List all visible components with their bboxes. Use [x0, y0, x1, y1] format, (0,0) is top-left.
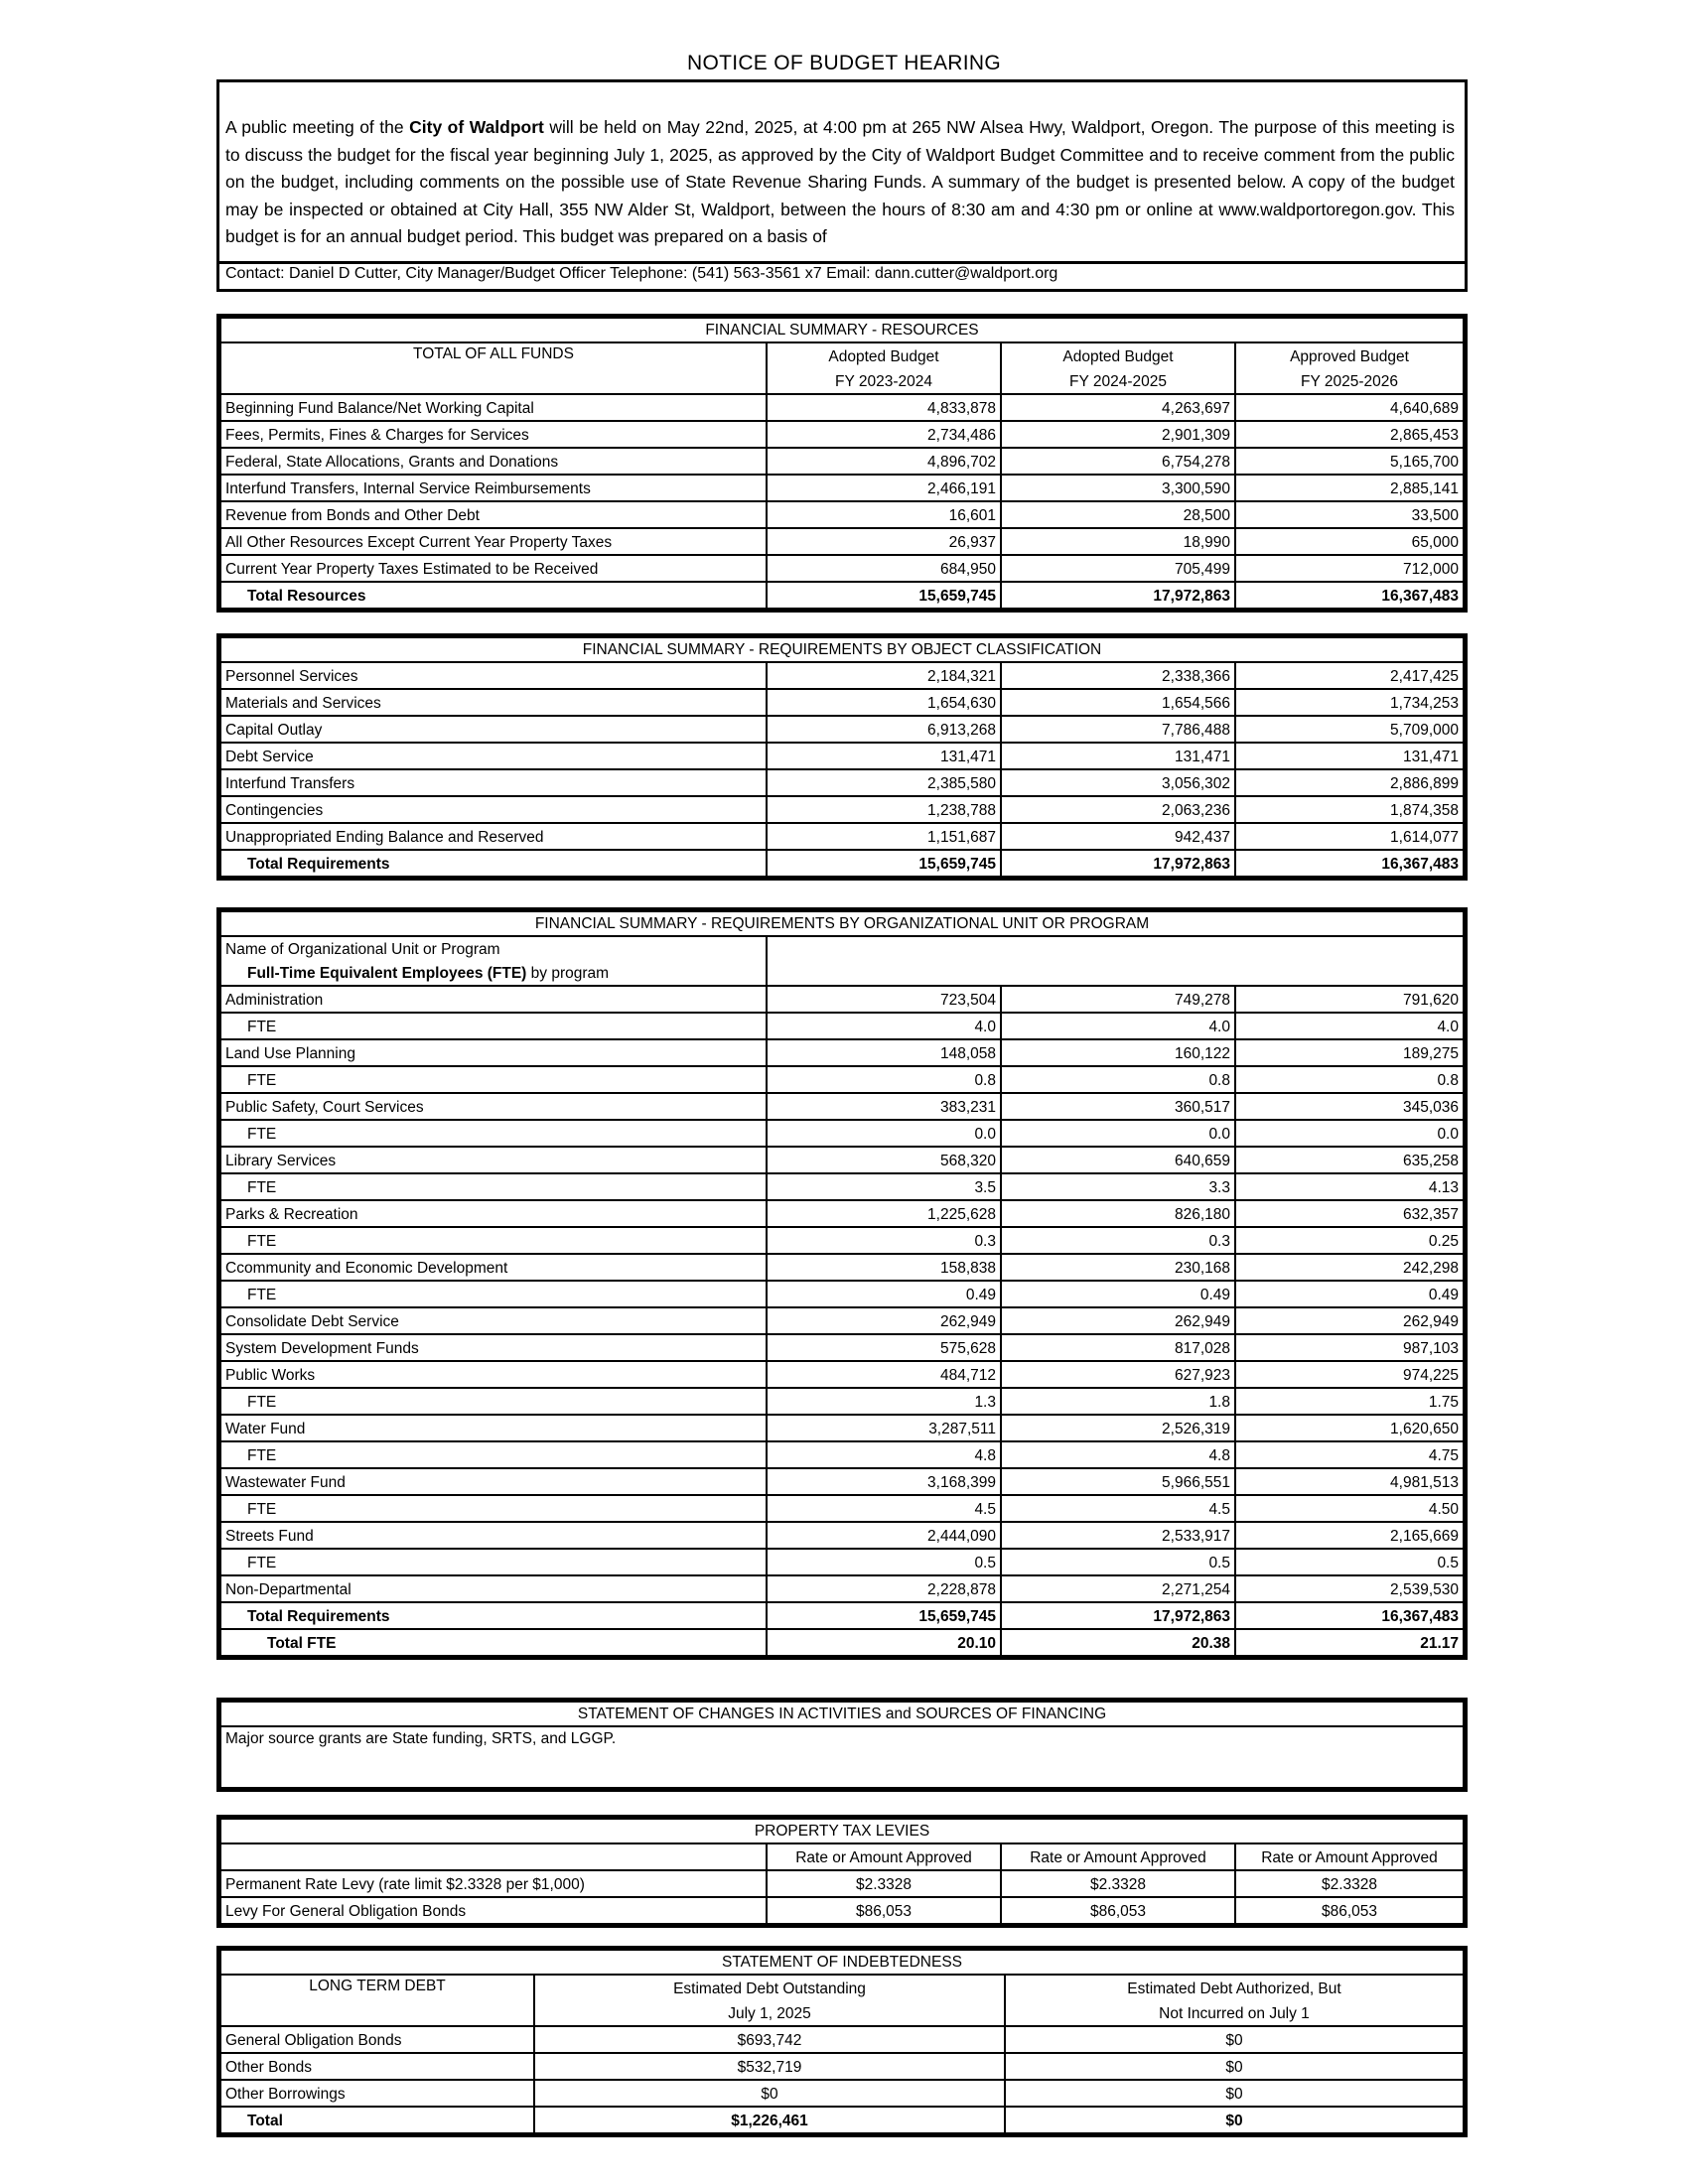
debt-outstanding: $532,719 — [534, 2053, 1005, 2080]
value-fy2025: 131,471 — [1235, 743, 1464, 769]
value-fy2023: 2,385,580 — [767, 769, 1001, 796]
fte-fy2024: 0.3 — [1001, 1227, 1235, 1254]
value-fy2023: 575,628 — [767, 1334, 1001, 1361]
fte-header-suffix: by program — [526, 965, 610, 982]
fte-label: FTE — [220, 1227, 767, 1254]
row-label: Capital Outlay — [220, 716, 767, 743]
total-fte-row — [220, 1629, 1464, 1656]
value-fy2023: 4,896,702 — [767, 448, 1001, 475]
object-classification-table — [216, 633, 1468, 881]
program-row — [220, 1039, 1464, 1066]
program-row — [220, 1147, 1464, 1173]
table-row — [220, 796, 1464, 823]
city-name: City of Waldport — [409, 117, 544, 137]
value-fy2024: 2,338,366 — [1001, 662, 1235, 689]
value-fy2025: 1,620,650 — [1235, 1415, 1464, 1441]
value-fy2024: 6,754,278 — [1001, 448, 1235, 475]
row-label: Interfund Transfers — [220, 769, 767, 796]
levy-label: Permanent Rate Levy (rate limit $2.3328 per $1,000) — [220, 1870, 767, 1897]
value-fy2024: 262,949 — [1001, 1307, 1235, 1334]
fte-fy2024: 0.0 — [1001, 1120, 1235, 1147]
debt-outstanding: $693,742 — [534, 2026, 1005, 2053]
debt-label: Other Bonds — [220, 2053, 534, 2080]
fte-label: FTE — [220, 1173, 767, 1200]
table-row — [220, 555, 1464, 582]
row-label: Interfund Transfers, Internal Service Reimbursements — [220, 475, 767, 501]
fte-row — [220, 1388, 1464, 1415]
program-label: Parks & Recreation — [220, 1200, 767, 1227]
fte-row — [220, 1281, 1464, 1307]
value-fy2025: 4,981,513 — [1235, 1468, 1464, 1495]
fte-fy2024: 4.0 — [1001, 1013, 1235, 1039]
fte-fy2025: 0.0 — [1235, 1120, 1464, 1147]
fte-row — [220, 1549, 1464, 1575]
value-fy2025: 33,500 — [1235, 501, 1464, 528]
value-fy2024: 18,990 — [1001, 528, 1235, 555]
program-label: Administration — [220, 986, 767, 1013]
value-fy2025: 2,865,453 — [1235, 421, 1464, 448]
value-fy2024: 2,063,236 — [1001, 796, 1235, 823]
fte-fy2024: 0.49 — [1001, 1281, 1235, 1307]
value-fy2024: 360,517 — [1001, 1093, 1235, 1120]
value-fy2023: 16,601 — [767, 501, 1001, 528]
fte-fy2024: 0.8 — [1001, 1066, 1235, 1093]
debt-authorized: $0 — [1005, 2053, 1464, 2080]
value-fy2023: 568,320 — [767, 1147, 1001, 1173]
total-fy2024: 17,972,863 — [1001, 582, 1235, 609]
value-fy2025: 635,258 — [1235, 1147, 1464, 1173]
program-row — [220, 1093, 1464, 1120]
levy-row — [220, 1897, 1464, 1924]
value-fy2025: 189,275 — [1235, 1039, 1464, 1066]
value-fy2023: 2,184,321 — [767, 662, 1001, 689]
row-label: Materials and Services — [220, 689, 767, 716]
program-row — [220, 1254, 1464, 1281]
fte-fy2025: 0.5 — [1235, 1549, 1464, 1575]
total-fte-fy2023: 20.10 — [767, 1629, 1001, 1656]
program-label: Public Works — [220, 1361, 767, 1388]
divider — [219, 261, 1465, 264]
debt-authorized: $0 — [1005, 2026, 1464, 2053]
value-fy2023: 723,504 — [767, 986, 1001, 1013]
program-row — [220, 986, 1464, 1013]
value-fy2023: 1,238,788 — [767, 796, 1001, 823]
program-table — [216, 907, 1468, 1660]
fte-fy2023: 4.0 — [767, 1013, 1001, 1039]
value-fy2023: 484,712 — [767, 1361, 1001, 1388]
value-fy2023: 1,225,628 — [767, 1200, 1001, 1227]
program-label: Wastewater Fund — [220, 1468, 767, 1495]
levy-value-3: $2.3328 — [1235, 1870, 1464, 1897]
levy-row — [220, 1870, 1464, 1897]
fte-fy2024: 1.8 — [1001, 1388, 1235, 1415]
debt-total-row — [220, 2107, 1464, 2133]
value-fy2024: 749,278 — [1001, 986, 1235, 1013]
value-fy2025: 2,417,425 — [1235, 662, 1464, 689]
row-label: Contingencies — [220, 796, 767, 823]
fte-fy2025: 4.0 — [1235, 1013, 1464, 1039]
value-fy2024: 3,300,590 — [1001, 475, 1235, 501]
indebtedness-table — [216, 1946, 1468, 2137]
total-fy2024: 17,972,863 — [1001, 850, 1235, 877]
debt-col2-header-b: Not Incurred on July 1 — [1005, 2000, 1464, 2026]
resources-col2-header-a: Adopted Budget — [1001, 342, 1235, 368]
debt-row — [220, 2026, 1464, 2053]
value-fy2025: 5,165,700 — [1235, 448, 1464, 475]
table-row — [220, 662, 1464, 689]
total-fte-fy2025: 21.17 — [1235, 1629, 1464, 1656]
levy-value-2: $2.3328 — [1001, 1870, 1235, 1897]
program-header-blank — [767, 936, 1464, 986]
table-row — [220, 475, 1464, 501]
levies-col2-header: Rate or Amount Approved — [1001, 1843, 1235, 1870]
fte-fy2023: 0.3 — [767, 1227, 1001, 1254]
program-label: System Development Funds — [220, 1334, 767, 1361]
resources-col3-header-a: Approved Budget — [1235, 342, 1464, 368]
fte-label: FTE — [220, 1495, 767, 1522]
fte-row — [220, 1495, 1464, 1522]
fte-row — [220, 1227, 1464, 1254]
value-fy2025: 791,620 — [1235, 986, 1464, 1013]
page-title: NOTICE OF BUDGET HEARING — [686, 52, 1001, 74]
fte-fy2023: 4.5 — [767, 1495, 1001, 1522]
program-header-fte — [220, 961, 767, 986]
fte-label: FTE — [220, 1281, 767, 1307]
resources-title: FINANCIAL SUMMARY - RESOURCES — [220, 318, 1464, 342]
total-fy2025: 16,367,483 — [1235, 850, 1464, 877]
fte-fy2024: 4.5 — [1001, 1495, 1235, 1522]
value-fy2024: 7,786,488 — [1001, 716, 1235, 743]
levy-value-3: $86,053 — [1235, 1897, 1464, 1924]
object-classification-title: FINANCIAL SUMMARY - REQUIREMENTS BY OBJECT CLASSIFICATION — [220, 637, 1464, 662]
value-fy2024: 942,437 — [1001, 823, 1235, 850]
value-fy2023: 1,151,687 — [767, 823, 1001, 850]
debt-col1-header-a: Estimated Debt Outstanding — [534, 1975, 1005, 2000]
fte-fy2023: 0.8 — [767, 1066, 1001, 1093]
notice-box — [216, 79, 1468, 292]
total-fy2023: 15,659,745 — [767, 582, 1001, 609]
fte-fy2025: 0.25 — [1235, 1227, 1464, 1254]
value-fy2023: 684,950 — [767, 555, 1001, 582]
value-fy2024: 1,654,566 — [1001, 689, 1235, 716]
table-row — [220, 528, 1464, 555]
row-label: Federal, State Allocations, Grants and Donations — [220, 448, 767, 475]
value-fy2025: 242,298 — [1235, 1254, 1464, 1281]
fte-fy2023: 3.5 — [767, 1173, 1001, 1200]
program-label: Streets Fund — [220, 1522, 767, 1549]
fte-row — [220, 1120, 1464, 1147]
value-fy2023: 2,228,878 — [767, 1575, 1001, 1602]
row-label: All Other Resources Except Current Year Property Taxes — [220, 528, 767, 555]
value-fy2024: 28,500 — [1001, 501, 1235, 528]
program-row — [220, 1307, 1464, 1334]
fte-label: FTE — [220, 1388, 767, 1415]
value-fy2023: 2,444,090 — [767, 1522, 1001, 1549]
fte-fy2023: 4.8 — [767, 1441, 1001, 1468]
total-label: Total Requirements — [220, 1602, 767, 1629]
resources-col0-header-spacer — [220, 368, 767, 394]
levy-value-1: $2.3328 — [767, 1870, 1001, 1897]
value-fy2024: 4,263,697 — [1001, 394, 1235, 421]
program-label: Land Use Planning — [220, 1039, 767, 1066]
value-fy2025: 712,000 — [1235, 555, 1464, 582]
value-fy2024: 230,168 — [1001, 1254, 1235, 1281]
fte-label: FTE — [220, 1441, 767, 1468]
value-fy2025: 345,036 — [1235, 1093, 1464, 1120]
total-row — [220, 1602, 1464, 1629]
resources-col3-header-b: FY 2025-2026 — [1235, 368, 1464, 394]
program-row — [220, 1200, 1464, 1227]
levies-title: PROPERTY TAX LEVIES — [220, 1819, 1464, 1843]
table-row — [220, 501, 1464, 528]
table-row — [220, 769, 1464, 796]
fte-header-bold: Full-Time Equivalent Employees (FTE) — [247, 965, 527, 982]
program-row — [220, 1361, 1464, 1388]
fte-label: FTE — [220, 1120, 767, 1147]
table-row — [220, 743, 1464, 769]
fte-fy2023: 1.3 — [767, 1388, 1001, 1415]
notice-text-post: will be held on May 22nd, 2025, at 4:00 pm at 265 NW Alsea Hwy, Waldport, Oregon. The purpose of this meeting is to discuss the budget for the fiscal year beginning July 1, 2025, as approved by the City of Waldport Budget Committee and to receive comment from the public on the budget, including comments on the possible use of State Revenue Sharing Funds. A summary of the budget is presented below. A copy of the budget may be inspected or obtained at City Hall, 355 NW Alder St, Waldport, between the hours of 8:30 am and 4:30 pm or online at www.waldportoregon.gov. This budget is for an annual budget period. This budget was prepared on a basis of — [225, 117, 1455, 246]
value-fy2025: 1,734,253 — [1235, 689, 1464, 716]
value-fy2025: 1,874,358 — [1235, 796, 1464, 823]
changes-text: Major source grants are State funding, SRTS, and LGGP. — [220, 1726, 1464, 1788]
value-fy2023: 158,838 — [767, 1254, 1001, 1281]
fte-fy2025: 4.50 — [1235, 1495, 1464, 1522]
value-fy2023: 2,466,191 — [767, 475, 1001, 501]
resources-col2-header-b: FY 2024-2025 — [1001, 368, 1235, 394]
program-title: FINANCIAL SUMMARY - REQUIREMENTS BY ORGANIZATIONAL UNIT OR PROGRAM — [220, 911, 1464, 936]
value-fy2023: 1,654,630 — [767, 689, 1001, 716]
value-fy2023: 3,287,511 — [767, 1415, 1001, 1441]
value-fy2024: 5,966,551 — [1001, 1468, 1235, 1495]
total-label: Total Resources — [220, 582, 767, 609]
value-fy2025: 2,885,141 — [1235, 475, 1464, 501]
resources-col0-header: TOTAL OF ALL FUNDS — [220, 342, 767, 368]
program-row — [220, 1468, 1464, 1495]
debt-row — [220, 2080, 1464, 2107]
debt-col2-header-a: Estimated Debt Authorized, But — [1005, 1975, 1464, 2000]
fte-label: FTE — [220, 1013, 767, 1039]
levies-col3-header: Rate or Amount Approved — [1235, 1843, 1464, 1870]
table-row — [220, 689, 1464, 716]
fte-fy2025: 1.75 — [1235, 1388, 1464, 1415]
value-fy2023: 26,937 — [767, 528, 1001, 555]
value-fy2025: 974,225 — [1235, 1361, 1464, 1388]
fte-fy2025: 4.75 — [1235, 1441, 1464, 1468]
program-row — [220, 1575, 1464, 1602]
levy-value-1: $86,053 — [767, 1897, 1001, 1924]
value-fy2025: 262,949 — [1235, 1307, 1464, 1334]
debt-total-authorized: $0 — [1005, 2107, 1464, 2133]
resources-col1-header-a: Adopted Budget — [767, 342, 1001, 368]
program-label: Ccommunity and Economic Development — [220, 1254, 767, 1281]
debt-row — [220, 2053, 1464, 2080]
value-fy2024: 160,122 — [1001, 1039, 1235, 1066]
value-fy2024: 817,028 — [1001, 1334, 1235, 1361]
resources-col1-header-b: FY 2023-2024 — [767, 368, 1001, 394]
total-fy2025: 16,367,483 — [1235, 582, 1464, 609]
value-fy2024: 2,271,254 — [1001, 1575, 1235, 1602]
value-fy2023: 6,913,268 — [767, 716, 1001, 743]
value-fy2024: 131,471 — [1001, 743, 1235, 769]
value-fy2025: 2,165,669 — [1235, 1522, 1464, 1549]
row-label: Fees, Permits, Fines & Charges for Services — [220, 421, 767, 448]
debt-outstanding: $0 — [534, 2080, 1005, 2107]
total-fte-fy2024: 20.38 — [1001, 1629, 1235, 1656]
value-fy2023: 131,471 — [767, 743, 1001, 769]
fte-fy2023: 0.5 — [767, 1549, 1001, 1575]
fte-fy2024: 0.5 — [1001, 1549, 1235, 1575]
total-fy2025: 16,367,483 — [1235, 1602, 1464, 1629]
total-fy2023: 15,659,745 — [767, 1602, 1001, 1629]
levy-value-2: $86,053 — [1001, 1897, 1235, 1924]
fte-row — [220, 1441, 1464, 1468]
value-fy2024: 2,533,917 — [1001, 1522, 1235, 1549]
fte-fy2023: 0.49 — [767, 1281, 1001, 1307]
fte-fy2023: 0.0 — [767, 1120, 1001, 1147]
fte-row — [220, 1173, 1464, 1200]
value-fy2025: 65,000 — [1235, 528, 1464, 555]
row-label: Current Year Property Taxes Estimated to be Received — [220, 555, 767, 582]
table-row — [220, 421, 1464, 448]
table-row — [220, 448, 1464, 475]
program-label: Non-Departmental — [220, 1575, 767, 1602]
indebtedness-title: STATEMENT OF INDEBTEDNESS — [220, 1950, 1464, 1975]
value-fy2023: 262,949 — [767, 1307, 1001, 1334]
debt-label: General Obligation Bonds — [220, 2026, 534, 2053]
value-fy2023: 2,734,486 — [767, 421, 1001, 448]
value-fy2025: 2,539,530 — [1235, 1575, 1464, 1602]
debt-col0-header-spacer — [220, 2000, 534, 2026]
program-label: Water Fund — [220, 1415, 767, 1441]
value-fy2025: 4,640,689 — [1235, 394, 1464, 421]
program-header-name: Name of Organizational Unit or Program — [220, 936, 767, 961]
value-fy2024: 627,923 — [1001, 1361, 1235, 1388]
debt-authorized: $0 — [1005, 2080, 1464, 2107]
fte-fy2025: 0.8 — [1235, 1066, 1464, 1093]
row-label: Debt Service — [220, 743, 767, 769]
changes-title: STATEMENT OF CHANGES IN ACTIVITIES and SOURCES OF FINANCING — [220, 1702, 1464, 1726]
value-fy2023: 148,058 — [767, 1039, 1001, 1066]
value-fy2024: 640,659 — [1001, 1147, 1235, 1173]
debt-total-label: Total — [220, 2107, 534, 2133]
row-label: Personnel Services — [220, 662, 767, 689]
value-fy2025: 1,614,077 — [1235, 823, 1464, 850]
levies-header-blank — [220, 1843, 767, 1870]
changes-table — [216, 1698, 1468, 1792]
fte-fy2025: 0.49 — [1235, 1281, 1464, 1307]
program-row — [220, 1522, 1464, 1549]
value-fy2025: 2,886,899 — [1235, 769, 1464, 796]
table-row — [220, 394, 1464, 421]
value-fy2025: 5,709,000 — [1235, 716, 1464, 743]
debt-col0-header: LONG TERM DEBT — [220, 1975, 534, 2000]
value-fy2024: 3,056,302 — [1001, 769, 1235, 796]
contact-line: Contact: Daniel D Cutter, City Manager/Budget Officer Telephone: (541) 563-3561 x7 Email: dann.cutter@waldport.org — [225, 265, 1058, 282]
row-label: Revenue from Bonds and Other Debt — [220, 501, 767, 528]
program-label: Public Safety, Court Services — [220, 1093, 767, 1120]
total-row — [220, 582, 1464, 609]
program-label: Library Services — [220, 1147, 767, 1173]
debt-total-outstanding: $1,226,461 — [534, 2107, 1005, 2133]
table-row — [220, 823, 1464, 850]
fte-row — [220, 1013, 1464, 1039]
value-fy2023: 3,168,399 — [767, 1468, 1001, 1495]
fte-label: FTE — [220, 1549, 767, 1575]
levies-table — [216, 1815, 1468, 1928]
total-fy2023: 15,659,745 — [767, 850, 1001, 877]
row-label: Beginning Fund Balance/Net Working Capital — [220, 394, 767, 421]
debt-col1-header-b: July 1, 2025 — [534, 2000, 1005, 2026]
program-label: Consolidate Debt Service — [220, 1307, 767, 1334]
row-label: Unappropriated Ending Balance and Reserved — [220, 823, 767, 850]
levy-label: Levy For General Obligation Bonds — [220, 1897, 767, 1924]
value-fy2023: 4,833,878 — [767, 394, 1001, 421]
value-fy2024: 826,180 — [1001, 1200, 1235, 1227]
notice-text-pre: A public meeting of the — [225, 117, 410, 137]
levies-col1-header: Rate or Amount Approved — [767, 1843, 1001, 1870]
value-fy2023: 383,231 — [767, 1093, 1001, 1120]
fte-row — [220, 1066, 1464, 1093]
program-row — [220, 1334, 1464, 1361]
resources-table — [216, 314, 1468, 613]
total-fy2024: 17,972,863 — [1001, 1602, 1235, 1629]
table-row — [220, 716, 1464, 743]
fte-label: FTE — [220, 1066, 767, 1093]
total-row — [220, 850, 1464, 877]
fte-fy2025: 4.13 — [1235, 1173, 1464, 1200]
value-fy2024: 705,499 — [1001, 555, 1235, 582]
program-row — [220, 1415, 1464, 1441]
total-fte-label: Total FTE — [220, 1629, 767, 1656]
total-label: Total Requirements — [220, 850, 767, 877]
fte-fy2024: 3.3 — [1001, 1173, 1235, 1200]
value-fy2024: 2,901,309 — [1001, 421, 1235, 448]
notice-text — [225, 114, 1455, 253]
fte-fy2024: 4.8 — [1001, 1441, 1235, 1468]
value-fy2025: 987,103 — [1235, 1334, 1464, 1361]
debt-label: Other Borrowings — [220, 2080, 534, 2107]
value-fy2024: 2,526,319 — [1001, 1415, 1235, 1441]
value-fy2025: 632,357 — [1235, 1200, 1464, 1227]
